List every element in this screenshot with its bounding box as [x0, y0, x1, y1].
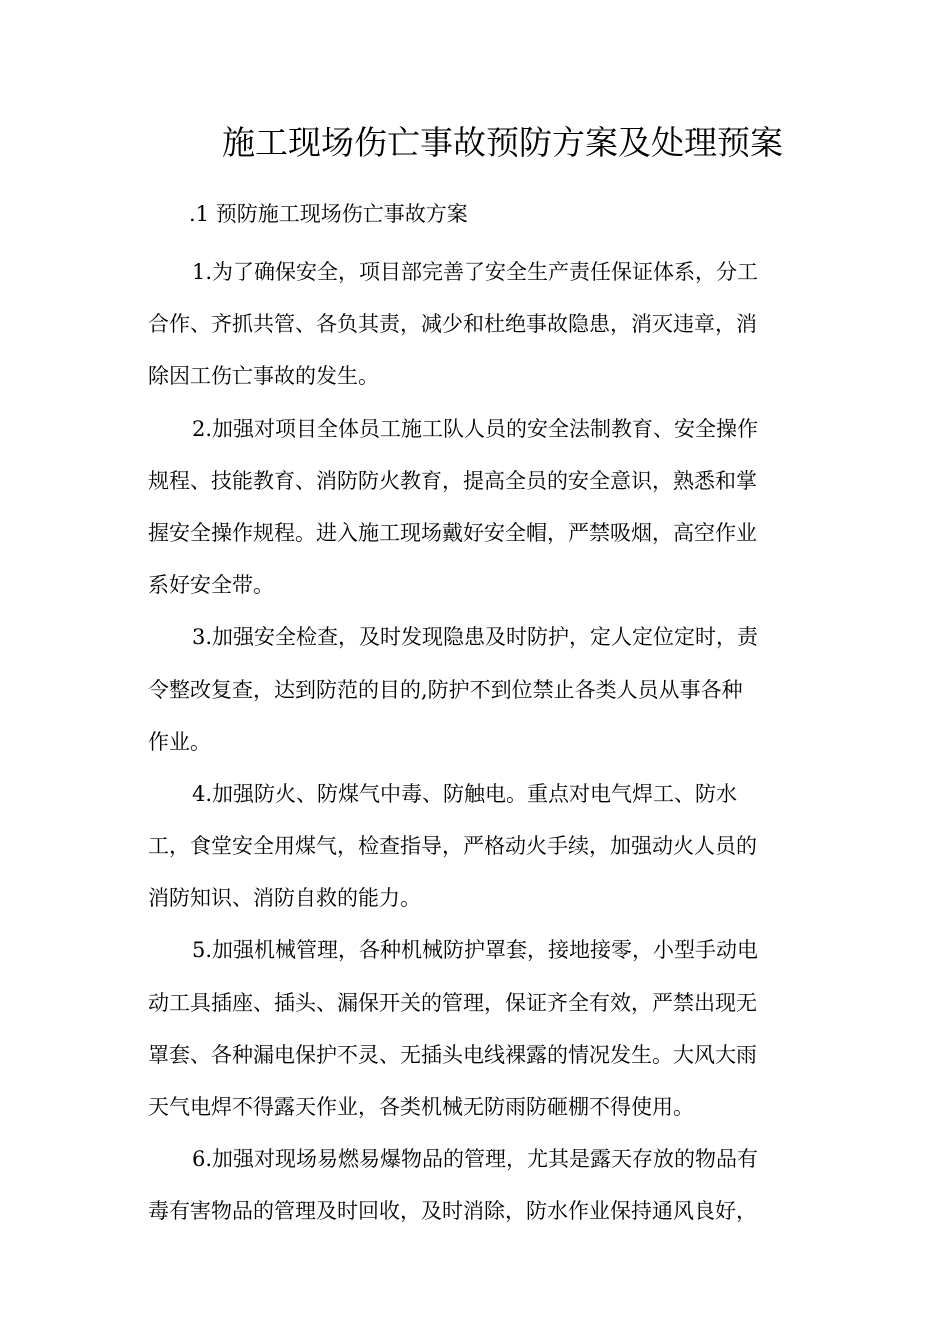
- paragraph-line: 4.加强防火、防煤气中毒、防触电。重点对电气焊工、防水: [192, 781, 738, 806]
- paragraph-line: 5.加强机械管理，各种机械防护罩套，接地接零，小型手动电: [192, 938, 759, 963]
- paragraph-2: [148, 403, 798, 612]
- paragraph-line: 6.加强对现场易燃易爆物品的管理，尤其是露天存放的物品有: [192, 1147, 759, 1172]
- paragraph-line: 罩套、各种漏电保护不灵、无插头电线裸露的情况发生。大风大雨: [148, 1042, 757, 1067]
- paragraph-line: 工，食堂安全用煤气，检查指导，严格动火手续，加强动火人员的: [148, 834, 757, 859]
- paragraph-line: 握安全操作规程。进入施工现场戴好安全帽，严禁吸烟，高空作业: [148, 520, 757, 545]
- paragraph-line: 动工具插座、插头、漏保开关的管理，保证齐全有效，严禁出现无: [148, 990, 757, 1015]
- document-title: 施工现场伤亡事故预防方案及处理预案: [222, 123, 783, 162]
- paragraph-3: [148, 611, 798, 768]
- paragraph-line: 系好安全带。: [148, 573, 274, 598]
- paragraph-line: 1.为了确保安全，项目部完善了安全生产责任保证体系，分工: [192, 260, 759, 284]
- paragraph-6: [148, 1133, 798, 1237]
- paragraph-5: [148, 924, 798, 1133]
- paragraph-line: 令整改复查，达到防范的目的,防护不到位禁止各类人员从事各种: [148, 677, 743, 702]
- paragraph-line: 毒有害物品的管理及时回收，及时消除，防水作业保持通风良好，: [148, 1199, 757, 1224]
- document-body: [148, 246, 798, 1238]
- paragraph-line: 2.加强对项目全体员工施工队人员的安全法制教育、安全操作: [192, 416, 759, 441]
- paragraph-line: 天气电焊不得露天作业，各类机械无防雨防砸棚不得使用。: [148, 1095, 694, 1119]
- paragraph-line: 3.加强安全检查，及时发现隐患及时防护，定人定位定时，责: [192, 625, 759, 650]
- paragraph-line: 除因工伤亡事故的发生。: [148, 364, 379, 389]
- paragraph-line: 消防知识、消防自救的能力。: [148, 886, 421, 911]
- paragraph-1: [148, 246, 798, 403]
- section-heading: .1 预防施工现场伤亡事故方案: [189, 202, 468, 226]
- paragraph-line: 规程、技能教育、消防防火教育，提高全员的安全意识，熟悉和掌: [148, 468, 757, 493]
- paragraph-line: 作业。: [148, 729, 211, 754]
- paragraph-line: 合作、齐抓共管、各负其责，减少和杜绝事故隐患，消灭违章，消: [148, 312, 757, 337]
- paragraph-4: [148, 768, 798, 925]
